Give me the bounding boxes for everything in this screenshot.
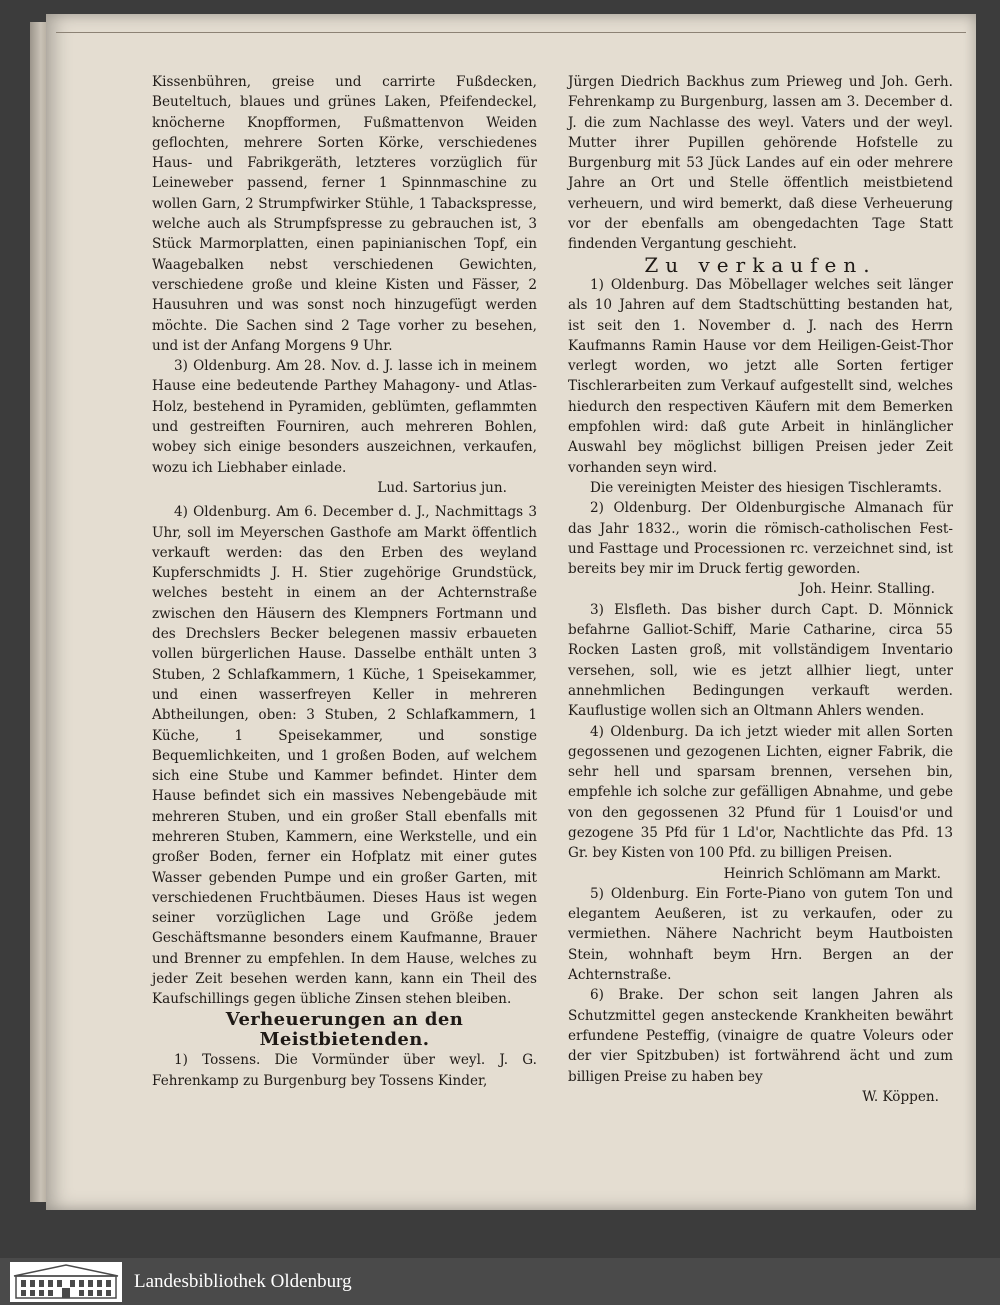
signature-koeppen: W. Köppen. xyxy=(862,1088,939,1105)
sale-oldenburg-4: 4) Oldenburg. Da ich jetzt wieder mit allen Sorten gegossenen und gezogenen Lichten, eigner Fabrik, die sehr hell und sparsam brennen, versehen bin, empfehle ich solche zur gefälligen Abnahme, und gebe von den gegossenen 32 Pfund für 1 Louisd'or und gezogene 35 Pfd für 1 Ld'or, Nachtlichte das Pfd. 13 Gr. bey Kisten von 100 Pfd. zu billigen Preisen. xyxy=(568,723,953,862)
signature-sartorius: Lud. Sartorius jun. xyxy=(377,479,507,496)
notice-oldenburg-4: 4) Oldenburg. Am 6. December d. J., Nachmittags 3 Uhr, soll im Meyerschen Gasthofe am Markt öffentlich verkauft werden: das den Erben des weyland Kupferschmidts J. H. Stier zugehörige Grundstück, welches besteht in einem an der Achternstraße zwischen den Häusern des Klempners Fortmann und des Drechslers Becker belegenen massiv erbaueten vollen bürgerlichen Hause. Dasselbe enthält unten 3 Stuben, 2 Schlafkammern, 1 Küche, 1 Speisekammer, und einen wasserfreyen Keller in mehreren Abtheilungen, oben: 3 Stuben, 2 Schlafkammern, 1 Küche, 1 Speisekammer, und sonstige Bequemlichkeiten, und 1 großen Boden, auf welchem sich eine Stube und Kammer befindet. Hinter dem Hause befindet sich ein massives Nebengebäude mit mehreren Stuben, und ein großer Stall ebenfalls mit mehreren Stuben, Kammern, eine Werkstelle, und ein großer Boden, ferner ein Hofplatz mit einer gutes Wasser gebenden Pumpe und ein großer Garten, mit verschiedenen Fruchtbäumen. Dieses Haus ist wegen seiner vorzüglichen Lage und Größe jedem Geschäftsmanne besonders einem Kaufmanne, Brauer und Brenner zu empfehlen. In dem Hause, welches zu jeder Zeit besehen werden kann, kann ein Theil des Kaufschillings gegen übliche Zinsen stehen bleiben. xyxy=(152,504,537,1008)
notice-oldenburg-3: 3) Oldenburg. Am 28. Nov. d. J. lasse ich in meinem Hause eine bedeutende Parthey Mahagony- und Atlas-Holz, bestehend in Pyramiden, geblümten, geflammten und gestreiften Fourniren, auch mehreren Bohlen, wobey sich einige besonders auszeichnen, verkaufen, wozu ich Liebhaber einlade. xyxy=(152,358,537,476)
left-column xyxy=(152,72,537,1091)
notice-tossens-cont: Jürgen Diedrich Backhus zum Prieweg und Joh. Gerh. Fehrenkamp zu Burgenburg, lassen am 3. December d. J. die zum Nachlasse des weyl. Vaters und der weyl. Mutter ihrer Pupillen gehörende Hofstelle zu Burgenburg mit 53 Jück Landes auf ein oder mehrere Jahre an Ort und Stelle öffentlich meistbietend verheuern, und wird bemerkt, daß diese Verheuerung vor der ebenfalls am obengedachten Tage Statt findenden Vergantung geschieht. xyxy=(568,74,953,253)
footer-bar xyxy=(0,1258,1000,1305)
notice-intro-text: Kissenbühren, greise und carrirte Fußdecken, Beuteltuch, blaues und grünes Laken, Pfeifendeckel, knöcherne Knopfformen, Fußmattenvon Weiden geflochten, mehrere Sorten Körke, verschiedenes Haus- und Fabrikgeräth, letzteres vorzüglich für Leineweber passend, ferner 1 Spinnmaschine zu wollen Garn, 2 Strumpfwirker Stühle, 1 Tabackspresse, welche auch als Strumpfspresse zu gebrauchen ist, 3 Stück Marmorplatten, einen papinianischen Topf, ein Waagebalken nebst verschiedenen Gewichten, verschiedene große und kleine Kisten und Fässer, 2 Hausuhren und was sonst noch hinzugefügt werden möchte. Die Sachen sind 2 Tage vorher zu besehen, und ist der Anfang Morgens 9 Uhr. xyxy=(152,74,537,354)
signature-tischleramt: Die vereinigten Meister des hiesigen Tischleramts. xyxy=(590,479,942,496)
heading-lease: Verheuerungen an den Meistbietenden. xyxy=(225,1008,464,1050)
sale-oldenburg-2: 2) Oldenburg. Der Oldenburgische Almanach für das Jahr 1832., worin die römisch-catholischen Fest- und Fasttage und Processionen rc. verzeichnet sind, ist bereits bey mir im Druck fertig geworden. xyxy=(568,500,953,578)
signature-stalling: Joh. Heinr. Stalling. xyxy=(799,581,935,598)
sale-brake-6: 6) Brake. Der schon seit langen Jahren als Schutzmittel gegen ansteckende Krankheiten bewährt erfundene Pesteffig, (vinaigre de quatre Voleurs oder der vier Spitzbuben) ist fortwährend ächt und zum billigen Preise zu haben bey xyxy=(568,987,953,1085)
notice-tossens-1: 1) Tossens. Die Vormünder über weyl. J. G. Fehrenkamp zu Burgenburg bey Tossens Kinder, xyxy=(152,1052,537,1089)
library-building-icon xyxy=(10,1262,122,1302)
top-divider xyxy=(56,32,966,33)
right-column xyxy=(568,72,953,1107)
library-name: Landesbibliothek Oldenburg xyxy=(134,1270,352,1292)
sale-oldenburg-1: 1) Oldenburg. Das Möbellager welches seit länger als 10 Jahren auf dem Stadtschütting bestanden hat, ist seit den 1. November d. J. nach des Herrn Kaufmanns Ramin Hause vor dem Heiligen-Geist-Thor verlegt worden, wo jetzt alle Sorten fertiger Tischlerarbeiten zum Verkauf aufgestellt sind, welches hiedurch den respectiven Käufern mit dem Bemerken empfohlen wird: daß gute Arbeit in hinlänglicher Auswahl bey möglichst billigen Preisen jeder Zeit vorhanden seyn wird. xyxy=(568,276,953,476)
signature-schloemann: Heinrich Schlömann am Markt. xyxy=(723,865,941,882)
heading-sale: Zu verkaufen. xyxy=(644,252,877,277)
sale-oldenburg-5: 5) Oldenburg. Ein Forte-Piano von gutem Ton und elegantem Aeußeren, ist zu verkaufen, oder zu vermiethen. Nähere Nachricht beym Hautboisten Stein, wohnhaft beym Hrn. Bergen an der Achternstraße. xyxy=(568,885,953,984)
sale-elsfleth-3: 3) Elsfleth. Das bisher durch Capt. D. Mönnick befahrne Galliot-Schiff, Marie Catharine, circa 55 Rocken Lasten groß, mit vollständigem Inventario versehen, soll, wie es jetzt allhier liegt, unter annehmlichen Bedingungen verkauft werden. Kauflustige wollen sich an Oltmann Ahlers wenden. xyxy=(568,601,953,720)
